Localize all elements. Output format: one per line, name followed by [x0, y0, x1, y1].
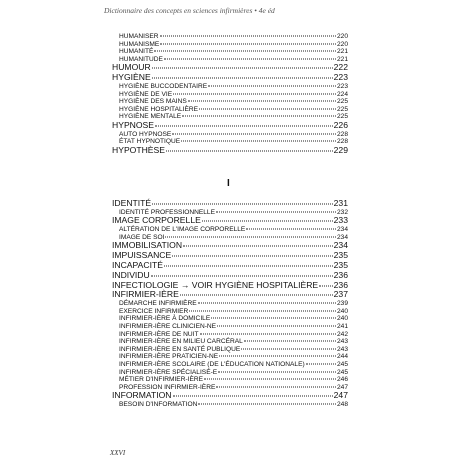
toc-entry-label: HYPOTHÈSE [112, 144, 166, 155]
toc-subentry [112, 300, 348, 308]
dot-leader [211, 318, 336, 319]
toc-entry-label: HUMANISME [119, 40, 160, 48]
toc-subentry [112, 98, 348, 106]
toc-entry [112, 391, 348, 401]
dot-leader [154, 51, 336, 52]
dot-leader [164, 58, 336, 59]
dot-leader [160, 36, 336, 37]
dot-leader [219, 356, 336, 357]
toc-entry-label: INFIRMIER-IÈRE [112, 289, 179, 300]
toc-entry-label: BESOIN D'INFORMATION [119, 401, 198, 409]
dot-leader [246, 229, 336, 230]
toc-entry-page: 234 [336, 226, 348, 234]
toc-subentry [112, 401, 348, 409]
toc-entry-page: 225 [336, 113, 348, 121]
toc-entry-label: HYPNOSE [112, 119, 155, 130]
dot-leader [216, 386, 336, 387]
toc-entry [112, 216, 348, 226]
toc-entry-label: HYGIÈNE DES MAINS [119, 98, 187, 106]
toc-entry [112, 290, 348, 300]
toc-entry-page: 247 [336, 383, 348, 391]
dot-leader [166, 150, 333, 151]
dot-leader [188, 101, 336, 102]
dot-leader [155, 125, 333, 126]
toc-entry-page: 239 [336, 300, 348, 308]
dot-leader [204, 379, 336, 380]
toc-entry-label: AUTO HYPNOSE [119, 130, 172, 138]
toc-entry-page: 240 [336, 315, 348, 323]
toc-entry-page: 240 [336, 307, 348, 315]
toc-entry-page: 229 [333, 144, 348, 155]
dot-leader [319, 285, 333, 286]
dot-leader [173, 396, 333, 397]
toc-entry-label: INFIRMIER-IÈRE CLINICIEN-NE [119, 322, 217, 330]
dot-leader [160, 43, 336, 44]
toc-entry-page: 244 [336, 353, 348, 361]
toc-entry-label: INFIRMIER-IÈRE SCOLAIRE (DE L'ÉDUCATION NATIONALE) [119, 360, 305, 368]
toc-entry-label: INCAPACITÉ [112, 259, 163, 270]
toc-entry-page: 234 [333, 240, 348, 251]
toc-entry-label: INFORMATION [112, 390, 172, 401]
dot-leader [306, 363, 336, 364]
dot-leader [216, 211, 336, 212]
toc-entry-label: HYGIÈNE BUCCODENTAIRE [119, 82, 208, 90]
dot-leader [208, 85, 336, 86]
toc-entry-label: HUMOUR [112, 62, 151, 73]
toc-entry-page: 235 [333, 250, 348, 261]
toc-entry-page: 236 [333, 269, 348, 280]
toc-entry-label: HUMANITÉ [119, 48, 154, 56]
toc-entry-label: PROFESSION INFIRMIER-IÈRE [119, 383, 216, 391]
toc-entry-page: 223 [336, 82, 348, 90]
page-number: XXVI [110, 449, 126, 457]
toc-entry [112, 73, 348, 83]
toc-entry-page: 226 [333, 119, 348, 130]
toc-entry-label: IDENTITÉ PROFESSIONNELLE [119, 208, 215, 216]
toc-entry-page: 237 [333, 289, 348, 300]
toc-entry-label: IMAGE CORPORELLE [112, 215, 201, 226]
toc-entry-page: 228 [336, 130, 348, 138]
toc-list-i [112, 199, 348, 409]
dot-leader [199, 108, 336, 109]
toc-entry-page: 246 [336, 376, 348, 384]
toc-entry-label: HYGIÈNE HOSPITALIÈRE [119, 105, 199, 113]
toc-entry-label: HUMANISER [119, 33, 159, 40]
toc-entry-page: 221 [336, 55, 348, 63]
toc-entry-label: DÉMARCHE INFIRMIÈRE [119, 300, 197, 308]
toc-entry-label: ALTÉRATION DE L'IMAGE CORPORELLE [119, 226, 246, 234]
toc-subentry [112, 48, 348, 56]
toc-entry-page: 243 [336, 338, 348, 346]
toc-entry-page: 234 [336, 233, 348, 241]
dot-leader [180, 295, 333, 296]
toc-entry-page: 224 [336, 90, 348, 98]
toc-entry-page: 235 [333, 259, 348, 270]
toc-entry-page: 225 [336, 98, 348, 106]
toc-entry-label: INFECTIOLOGIE → VOIR HYGIÈNE HOSPITALIÈRE [112, 279, 319, 290]
toc-subentry [112, 338, 348, 346]
toc-entry-label: INDIVIDU [112, 269, 150, 280]
toc-entry-page: 245 [336, 360, 348, 368]
dot-leader [152, 204, 333, 205]
dot-leader [165, 236, 336, 237]
dot-leader [218, 371, 336, 372]
toc-entry-label: EXERCICE INFIRMIER [119, 307, 189, 315]
toc-entry-page: 236 [333, 279, 348, 290]
toc-entry-label: IMPUISSANCE [112, 250, 172, 261]
toc-subentry [112, 83, 348, 91]
toc-entry-page: 220 [336, 40, 348, 48]
section-letter: I [227, 178, 230, 189]
toc-entry-page: 241 [336, 322, 348, 330]
toc-entry-page: 220 [336, 33, 348, 40]
dot-leader [172, 256, 332, 257]
toc-entry-label: INFIRMIER-IÈRE SPÉCIALISÉ-E [119, 368, 218, 376]
dot-leader [152, 78, 333, 79]
toc-entry-page: 245 [336, 368, 348, 376]
toc-entry-label: IMAGE DE SOI [119, 233, 165, 241]
dot-leader [217, 325, 336, 326]
toc-entry-page: 243 [336, 345, 348, 353]
toc-subentry [112, 226, 348, 234]
toc-entry-page: 221 [336, 48, 348, 56]
toc-entry-page: 247 [333, 390, 348, 401]
toc-entry-page: 222 [333, 62, 348, 73]
toc-subentry [112, 33, 348, 41]
toc-entry-page: 242 [336, 330, 348, 338]
toc-entry-page: 232 [336, 208, 348, 216]
toc-entry-label: INFIRMIER-IÈRE À DOMICILE [119, 315, 211, 323]
dot-leader [202, 221, 333, 222]
toc-entry-label: IMMOBILISATION [112, 240, 183, 251]
toc-subentry [112, 323, 348, 331]
toc-entry-page: 228 [336, 138, 348, 146]
toc-entry-label: IDENTITÉ [112, 198, 152, 208]
dot-leader [244, 341, 336, 342]
toc-entry [112, 121, 348, 131]
dot-leader [198, 404, 336, 405]
toc-entry-label: INFIRMIER-IÈRE DE NUIT [119, 330, 199, 338]
dot-leader [152, 68, 333, 69]
toc-entry-label: HUMANITUDE [119, 55, 163, 63]
dot-leader [241, 348, 336, 349]
toc-subentry [112, 331, 348, 339]
toc-entry-label: HYGIÈNE MENTALE [119, 113, 182, 121]
toc-entry-label: HYGIÈNE [112, 72, 151, 83]
toc-entry [112, 146, 348, 156]
toc-entry-page: 225 [336, 105, 348, 113]
dot-leader [182, 116, 336, 117]
toc-entry-label: INFIRMIER-IÈRE EN MILIEU CARCÉRAL [119, 338, 243, 346]
toc-subentry [112, 353, 348, 361]
toc-entry-page: 231 [333, 198, 348, 208]
toc-subentry [112, 369, 348, 377]
toc-entry-page: 248 [336, 401, 348, 409]
toc-subentry [112, 361, 348, 369]
toc-entry-label: MÉTIER D'INFIRMIER-IÈRE [119, 376, 204, 384]
toc-subentry [112, 376, 348, 384]
dot-leader [173, 93, 336, 94]
toc-entry-label: HYGIÈNE DE VIE [119, 90, 173, 98]
dot-leader [151, 275, 333, 276]
toc-entry-label: INFIRMIER-IÈRE EN SANTÉ PUBLIQUE [119, 345, 241, 353]
toc-entry-label: ÉTAT HYPNOTIQUE [119, 138, 181, 146]
toc-entry-page: 223 [333, 72, 348, 83]
dot-leader [200, 333, 336, 334]
dot-leader [183, 246, 333, 247]
dot-leader [198, 303, 336, 304]
toc-entry-label: INFIRMIER-IÈRE PRATICIEN-NE [119, 353, 219, 361]
toc-list-h [112, 33, 348, 156]
running-header: Dictionnaire des concepts en sciences infirmières • 4e éd [104, 6, 275, 15]
toc-entry-page: 233 [333, 215, 348, 226]
toc-entry [112, 199, 348, 209]
dot-leader [164, 265, 333, 266]
toc-subentry [112, 315, 348, 323]
dot-leader [172, 133, 336, 134]
dot-leader [189, 310, 336, 311]
dot-leader [181, 141, 336, 142]
